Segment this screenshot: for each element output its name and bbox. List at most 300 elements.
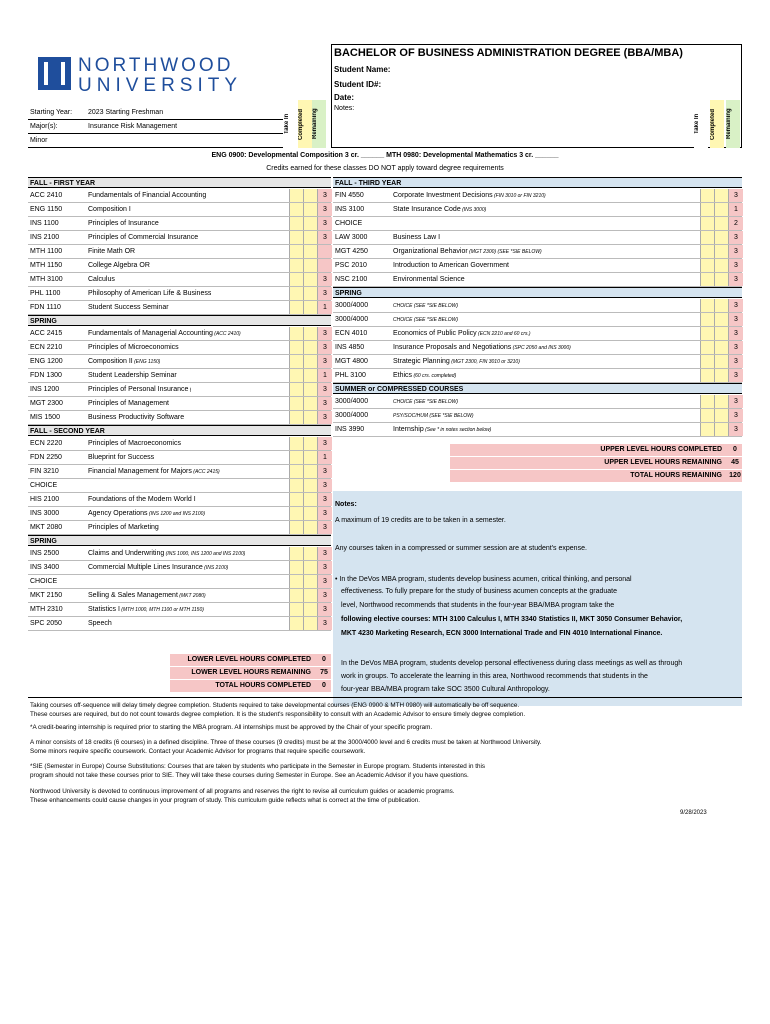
credits-cell: 3 bbox=[728, 259, 743, 272]
course-prereq: (ECN 2210 and 60 crs.) bbox=[476, 331, 531, 337]
completed-cell bbox=[303, 507, 318, 520]
course-code: MIS 1500 bbox=[30, 414, 60, 421]
credits-cell: 3 bbox=[317, 493, 332, 506]
course-code: INS 2100 bbox=[30, 234, 60, 241]
developmental-note: Credits earned for these classes DO NOT apply toward degree requirements bbox=[266, 165, 504, 172]
course-row bbox=[333, 355, 742, 369]
course-row bbox=[333, 259, 742, 273]
credits-cell: 3 bbox=[728, 423, 743, 436]
credits-cell: 3 bbox=[317, 437, 332, 450]
course-title-text: Agency Operations bbox=[88, 510, 148, 517]
course-title-text: Environmental Science bbox=[393, 276, 465, 283]
takein-cell bbox=[289, 301, 304, 314]
course-row bbox=[28, 451, 331, 465]
footer-divider bbox=[28, 697, 742, 698]
course-title bbox=[393, 341, 571, 355]
course-title-text: Economics of Public Policy bbox=[393, 330, 477, 337]
course-row bbox=[28, 287, 331, 301]
course-code: FDN 1110 bbox=[30, 304, 61, 311]
course-row bbox=[28, 189, 331, 203]
course-title bbox=[88, 355, 160, 369]
course-code: MKT 2080 bbox=[30, 524, 63, 531]
course-row bbox=[28, 617, 331, 631]
course-code: 3000/4000 bbox=[335, 316, 369, 323]
credits-cell: 3 bbox=[728, 245, 743, 258]
credits-cell: 3 bbox=[728, 273, 743, 286]
takein-cell bbox=[289, 397, 304, 410]
section-header: FALL - THIRD YEAR bbox=[333, 177, 742, 188]
summary-value: 0 bbox=[322, 682, 326, 689]
credits-cell: 3 bbox=[317, 341, 332, 354]
course-row bbox=[28, 245, 331, 259]
course-title-text: Principles of Macroeconomics bbox=[88, 440, 181, 447]
completed-cell bbox=[303, 287, 318, 300]
course-row bbox=[333, 189, 742, 203]
course-title bbox=[88, 231, 198, 244]
course-code: 3000/4000 bbox=[335, 398, 369, 405]
credits-cell: 3 bbox=[317, 189, 332, 202]
completed-cell bbox=[303, 189, 318, 202]
credits-cell: 3 bbox=[317, 547, 332, 560]
course-row bbox=[28, 273, 331, 287]
course-title-text: Principles of Insurance bbox=[88, 220, 159, 227]
minor-label: Minor bbox=[30, 137, 48, 144]
left-col-completed: Completed bbox=[298, 100, 312, 148]
takein-cell bbox=[289, 617, 304, 630]
completed-cell bbox=[714, 299, 729, 312]
course-title-text: Principles of Marketing bbox=[88, 524, 159, 531]
majors-label: Major(s): bbox=[30, 123, 58, 130]
course-title bbox=[88, 273, 115, 286]
section-header: FALL - FIRST YEAR bbox=[28, 177, 331, 188]
credits-cell: 3 bbox=[317, 383, 332, 396]
credits-cell: 3 bbox=[728, 409, 743, 422]
credits-cell: 1 bbox=[317, 301, 332, 314]
credits-cell: 3 bbox=[317, 287, 332, 300]
course-code: ACC 2410 bbox=[30, 192, 63, 199]
course-title bbox=[88, 507, 205, 521]
credits-cell: 3 bbox=[317, 231, 332, 244]
course-code: ENG 1150 bbox=[30, 206, 63, 213]
course-prereq: (INS 1200 and INS 2100) bbox=[147, 511, 206, 517]
course-title bbox=[393, 245, 542, 259]
course-title bbox=[393, 355, 520, 369]
summary-label: UPPER LEVEL HOURS COMPLETED bbox=[600, 446, 722, 453]
course-title bbox=[88, 397, 169, 410]
course-prereq: CHOICE (SEE *SIE BELOW) bbox=[393, 303, 459, 309]
logo-line2: UNIVERSITY bbox=[78, 75, 243, 96]
left-col-remaining: Remaining bbox=[312, 100, 326, 148]
note-max-credits: A maximum of 19 credits are to be taken in a semester. bbox=[335, 517, 506, 524]
takein-cell bbox=[700, 313, 715, 326]
starting-year-label: Starting Year: bbox=[30, 109, 73, 116]
course-title-text: Foundations of the Modern World I bbox=[88, 496, 196, 503]
completed-cell bbox=[303, 341, 318, 354]
course-title-text: Composition II bbox=[88, 358, 133, 365]
summary-row bbox=[450, 444, 742, 456]
takein-cell bbox=[700, 395, 715, 408]
credits-cell: 3 bbox=[728, 189, 743, 202]
completed-cell bbox=[714, 273, 729, 286]
course-title-text: Fundamentals of Financial Accounting bbox=[88, 192, 207, 199]
course-prereq: PSY/SOC/HUM (SEE *SIE BELOW) bbox=[393, 413, 474, 419]
course-prereq: (ACC 2415) bbox=[191, 469, 220, 475]
credits-cell: 3 bbox=[317, 411, 332, 424]
left-col-takein: Take In bbox=[284, 100, 298, 148]
course-code: ENG 1200 bbox=[30, 358, 63, 365]
course-title-text: Principles of Commercial Insurance bbox=[88, 234, 199, 241]
course-row bbox=[28, 493, 331, 507]
course-title bbox=[393, 203, 486, 217]
course-title-text: Principles of Microeconomics bbox=[88, 344, 179, 351]
logo-mark-icon bbox=[38, 57, 71, 90]
course-prereq: (ACC 2410) bbox=[212, 331, 241, 337]
course-code: CHOICE bbox=[30, 578, 58, 585]
credits-cell: 3 bbox=[317, 603, 332, 616]
takein-cell bbox=[289, 369, 304, 382]
completed-cell bbox=[714, 355, 729, 368]
takein-cell bbox=[289, 327, 304, 340]
summary-label: UPPER LEVEL HOURS REMAINING bbox=[604, 459, 722, 466]
footer-offsequence: Taking courses off-sequence will delay timely degree completion. Students required to take developmental courses (ENG 0900 & MTH 0980) will automatically be off sequence. bbox=[30, 702, 520, 709]
credits-cell bbox=[317, 259, 332, 272]
completed-cell bbox=[303, 231, 318, 244]
course-title-text: Student Success Seminar bbox=[88, 304, 169, 311]
note-mba-1c: level, Northwood recommends that students in the four-year BBA/MBA program take the bbox=[341, 602, 615, 609]
course-row bbox=[333, 203, 742, 217]
credits-cell: 1 bbox=[317, 369, 332, 382]
completed-cell bbox=[714, 423, 729, 436]
footer-minor: A minor consists of 18 credits (6 courses) in a defined discipline. Three of these courses (9 credits) must be at the 3000/4000 level and 6 credits must be taken at Northwood University. bbox=[30, 739, 542, 746]
completed-cell bbox=[303, 603, 318, 616]
completed-cell bbox=[303, 369, 318, 382]
section-header: FALL - SECOND YEAR bbox=[28, 425, 331, 436]
completed-cell bbox=[303, 575, 318, 588]
course-code: MTH 1100 bbox=[30, 248, 63, 255]
note-mba-1b: effectiveness. To fully prepare for the study of business acumen concepts at the graduate bbox=[341, 588, 618, 595]
course-row bbox=[28, 561, 331, 575]
course-row bbox=[28, 507, 331, 521]
course-title bbox=[88, 617, 112, 630]
course-title bbox=[393, 259, 509, 272]
course-title bbox=[88, 217, 159, 230]
course-code: ECN 2210 bbox=[30, 344, 63, 351]
takein-cell bbox=[700, 423, 715, 436]
summary-row bbox=[170, 680, 331, 692]
course-title bbox=[393, 395, 458, 409]
completed-cell bbox=[303, 203, 318, 216]
takein-cell bbox=[289, 217, 304, 230]
course-prereq: (MKT 2080) bbox=[177, 593, 206, 599]
course-code: MGT 2300 bbox=[30, 400, 63, 407]
course-prereq: (ENG 1150) bbox=[132, 359, 161, 365]
completed-cell bbox=[714, 259, 729, 272]
credits-cell: 1 bbox=[317, 451, 332, 464]
completed-cell bbox=[303, 465, 318, 478]
course-code: PHL 1100 bbox=[30, 290, 61, 297]
completed-cell bbox=[303, 561, 318, 574]
course-title bbox=[393, 369, 456, 383]
date-label: Date: bbox=[334, 93, 355, 102]
northwood-logo bbox=[38, 55, 243, 99]
course-code: INS 3000 bbox=[30, 510, 60, 517]
summary-label: LOWER LEVEL HOURS REMAINING bbox=[191, 669, 311, 676]
summary-label: LOWER LEVEL HOURS COMPLETED bbox=[187, 656, 311, 663]
takein-cell bbox=[289, 479, 304, 492]
course-code: MTH 3100 bbox=[30, 276, 63, 283]
summary-row bbox=[170, 654, 331, 666]
course-row bbox=[28, 411, 331, 425]
takein-cell bbox=[289, 437, 304, 450]
course-row bbox=[28, 397, 331, 411]
course-row bbox=[28, 355, 331, 369]
course-row bbox=[28, 603, 331, 617]
course-title bbox=[88, 437, 181, 450]
course-title-text: Financial Management for Majors bbox=[88, 468, 192, 475]
credits-cell: 3 bbox=[317, 575, 332, 588]
credits-cell: 3 bbox=[317, 479, 332, 492]
summary-value: 0 bbox=[733, 446, 737, 453]
takein-cell bbox=[289, 383, 304, 396]
completed-cell bbox=[303, 259, 318, 272]
completed-cell bbox=[303, 273, 318, 286]
course-title bbox=[88, 493, 196, 506]
course-title bbox=[88, 547, 245, 561]
takein-cell bbox=[700, 273, 715, 286]
takein-cell bbox=[289, 203, 304, 216]
course-title-text: Commercial Multiple Lines Insurance bbox=[88, 564, 203, 571]
completed-cell bbox=[714, 231, 729, 244]
course-title-text: Introduction to American Government bbox=[393, 262, 509, 269]
footer-internship: *A credit-bearing internship is required prior to starting the MBA program. All internships must be approved by the Chair of your specific program. bbox=[30, 724, 433, 731]
takein-cell bbox=[700, 245, 715, 258]
course-title bbox=[393, 273, 465, 286]
course-code: MGT 4250 bbox=[335, 248, 368, 255]
majors-value: Insurance Risk Management bbox=[88, 123, 178, 130]
right-col-takein: Take In bbox=[694, 100, 708, 148]
course-prereq: (MTH 1000, MTH 1100 or MTH 1150) bbox=[119, 607, 204, 613]
credits-cell: 3 bbox=[317, 507, 332, 520]
course-prereq: ( bbox=[188, 387, 192, 393]
course-title bbox=[88, 341, 179, 354]
note-mba-1a: • In the DeVos MBA program, students develop business acumen, critical thinking, and personal bbox=[335, 576, 632, 583]
credits-cell: 3 bbox=[317, 217, 332, 230]
right-col-remaining: Remaining bbox=[726, 100, 740, 148]
course-row bbox=[333, 299, 742, 313]
course-row bbox=[28, 547, 331, 561]
course-code: SPC 2050 bbox=[30, 620, 62, 627]
course-title bbox=[88, 411, 184, 424]
course-row bbox=[28, 575, 331, 589]
credits-cell: 3 bbox=[317, 589, 332, 602]
course-title-text: Organizational Behavior bbox=[393, 248, 468, 255]
course-row bbox=[28, 341, 331, 355]
completed-cell bbox=[303, 479, 318, 492]
course-title-text: Internship bbox=[393, 426, 424, 433]
completed-cell bbox=[303, 589, 318, 602]
completed-cell bbox=[714, 409, 729, 422]
course-code: FDN 1300 bbox=[30, 372, 62, 379]
page-title: BACHELOR OF BUSINESS ADMINISTRATION DEGREE (BBA/MBA) bbox=[334, 47, 683, 59]
course-title bbox=[88, 521, 159, 534]
credits-cell: 3 bbox=[728, 231, 743, 244]
takein-cell bbox=[289, 603, 304, 616]
note-mba-1e: MKT 4230 Marketing Research, ECN 3000 International Trade and FIN 4010 International Finance. bbox=[341, 630, 663, 637]
takein-cell bbox=[289, 245, 304, 258]
completed-cell bbox=[303, 327, 318, 340]
course-prereq: (FIN 3010 or FIN 3210) bbox=[492, 193, 546, 199]
completed-cell bbox=[303, 355, 318, 368]
course-title-text: State Insurance Code bbox=[393, 206, 461, 213]
course-prereq: (60 crs. completed) bbox=[412, 373, 457, 379]
course-title-text: Principles of Management bbox=[88, 400, 169, 407]
course-row bbox=[28, 259, 331, 273]
credits-cell: 3 bbox=[728, 313, 743, 326]
credits-cell: 3 bbox=[317, 397, 332, 410]
course-title bbox=[88, 603, 204, 617]
takein-cell bbox=[700, 203, 715, 216]
course-code: PHL 3100 bbox=[335, 372, 366, 379]
course-row bbox=[28, 479, 331, 493]
course-title bbox=[88, 465, 220, 479]
takein-cell bbox=[700, 369, 715, 382]
course-code: MKT 2150 bbox=[30, 592, 63, 599]
course-title bbox=[393, 299, 458, 313]
footer-sie-2: program should not take these courses prior to SIE. They will take these courses during Semester in Europe. See an Academic Advisor if you have questions. bbox=[30, 772, 469, 779]
course-title bbox=[88, 589, 206, 603]
course-title-text: Statistics I bbox=[88, 606, 120, 613]
completed-cell bbox=[303, 437, 318, 450]
course-code: INS 3400 bbox=[30, 564, 60, 571]
course-row bbox=[333, 245, 742, 259]
completed-cell bbox=[303, 217, 318, 230]
section-header: SPRING bbox=[333, 287, 742, 298]
takein-cell bbox=[289, 355, 304, 368]
takein-cell bbox=[700, 217, 715, 230]
course-title bbox=[88, 561, 228, 575]
completed-cell bbox=[714, 327, 729, 340]
footer-improvement: Northwood University is devoted to continuous improvement of all programs and reserves the right to revise all curriculum guides or academic programs. bbox=[30, 788, 455, 795]
course-title-text: Principles of Personal Insurance bbox=[88, 386, 189, 393]
completed-cell bbox=[303, 521, 318, 534]
course-prereq: (INS 2100) bbox=[202, 565, 229, 571]
minor-row bbox=[28, 135, 283, 148]
credits-cell: 3 bbox=[728, 369, 743, 382]
course-code: CHOICE bbox=[335, 220, 363, 227]
takein-cell bbox=[289, 189, 304, 202]
course-row bbox=[28, 217, 331, 231]
takein-cell bbox=[289, 411, 304, 424]
takein-cell bbox=[289, 231, 304, 244]
takein-cell bbox=[289, 561, 304, 574]
footer-minor-2: Some minors require specific coursework. Contact your Academic Advisor for programs that require specific coursework. bbox=[30, 748, 366, 755]
credits-cell: 3 bbox=[317, 617, 332, 630]
summary-value: 0 bbox=[322, 656, 326, 663]
course-code: INS 3100 bbox=[335, 206, 365, 213]
section-header: SPRING bbox=[28, 535, 331, 546]
course-row bbox=[28, 589, 331, 603]
course-title bbox=[393, 327, 531, 341]
course-title-text: Fundamentals of Managerial Accounting bbox=[88, 330, 213, 337]
student-name-label: Student Name: bbox=[334, 65, 391, 74]
course-title bbox=[393, 189, 546, 203]
course-title bbox=[88, 203, 131, 216]
course-title bbox=[88, 383, 191, 397]
course-title-text: Composition I bbox=[88, 206, 131, 213]
course-prereq: CHOICE (SEE *SIE BELOW) bbox=[393, 317, 459, 323]
credits-cell: 3 bbox=[728, 355, 743, 368]
credits-cell: 3 bbox=[317, 355, 332, 368]
note-mba-2c: four-year BBA/MBA program take SOC 3500 Cultural Anthropology. bbox=[341, 686, 550, 693]
credits-cell bbox=[317, 245, 332, 258]
credits-cell: 3 bbox=[317, 465, 332, 478]
course-row bbox=[28, 301, 331, 315]
credits-cell: 3 bbox=[317, 203, 332, 216]
course-title bbox=[88, 189, 206, 202]
course-row bbox=[28, 383, 331, 397]
takein-cell bbox=[289, 465, 304, 478]
takein-cell bbox=[700, 299, 715, 312]
credits-cell: 3 bbox=[317, 273, 332, 286]
course-title-text: Blueprint for Success bbox=[88, 454, 155, 461]
takein-cell bbox=[289, 507, 304, 520]
takein-cell bbox=[289, 547, 304, 560]
section-header: SPRING bbox=[28, 315, 331, 326]
course-code: PSC 2010 bbox=[335, 262, 367, 269]
completed-cell bbox=[303, 411, 318, 424]
note-compressed: Any courses taken in a compressed or summer session are at student's expense. bbox=[335, 545, 587, 552]
takein-cell bbox=[289, 589, 304, 602]
logo-line1: NORTHWOOD bbox=[78, 55, 234, 76]
completed-cell bbox=[714, 313, 729, 326]
completed-cell bbox=[714, 369, 729, 382]
course-title-text: Claims and Underwriting bbox=[88, 550, 165, 557]
course-title-text: Strategic Planning bbox=[393, 358, 450, 365]
notes-heading: Notes: bbox=[335, 501, 357, 508]
course-title-text: Business Productivity Software bbox=[88, 414, 185, 421]
takein-cell bbox=[700, 409, 715, 422]
course-row bbox=[28, 465, 331, 479]
summary-label: TOTAL HOURS COMPLETED bbox=[215, 682, 311, 689]
course-code: CHOICE bbox=[30, 482, 58, 489]
summary-label: TOTAL HOURS REMAINING bbox=[630, 472, 722, 479]
course-prereq: (INS 3000) bbox=[460, 207, 487, 213]
course-code: 3000/4000 bbox=[335, 412, 369, 419]
note-mba-1d: following elective courses: MTH 3100 Calculus I, MTH 3340 Statistics II, MKT 3050 Consumer Behavior, bbox=[341, 616, 683, 623]
course-row bbox=[333, 217, 742, 231]
takein-cell bbox=[700, 231, 715, 244]
course-code: FIN 3210 bbox=[30, 468, 59, 475]
course-code: MGT 4800 bbox=[335, 358, 368, 365]
course-title-text: Selling & Sales Management bbox=[88, 592, 178, 599]
course-code: FIN 4550 bbox=[335, 192, 364, 199]
course-code: ACC 2415 bbox=[30, 330, 63, 337]
credits-cell: 3 bbox=[728, 327, 743, 340]
course-title bbox=[88, 287, 211, 300]
course-code: 3000/4000 bbox=[335, 302, 369, 309]
course-title-text: Business Law I bbox=[393, 234, 441, 241]
revision-date: 9/28/2023 bbox=[680, 810, 707, 816]
takein-cell bbox=[289, 451, 304, 464]
course-code: INS 4850 bbox=[335, 344, 365, 351]
completed-cell bbox=[714, 395, 729, 408]
footer-sie: *SIE (Semester in Europe) Course Substitutions: Courses that are taken by students who participate in the Semester in Europe program. Students interested in this bbox=[30, 763, 486, 770]
developmental-line: ENG 0900: Developmental Composition 3 cr. ______ MTH 0980: Developmental Mathematics 3 cr. ______ bbox=[211, 152, 559, 159]
takein-cell bbox=[700, 327, 715, 340]
note-mba-2a: In the DeVos MBA program, students develop personal effectiveness during class meetings as well as through bbox=[341, 660, 683, 667]
course-title-text: Ethics bbox=[393, 372, 413, 379]
course-prereq: (MGT 2300) (SEE *SIE BELOW) bbox=[467, 249, 542, 255]
